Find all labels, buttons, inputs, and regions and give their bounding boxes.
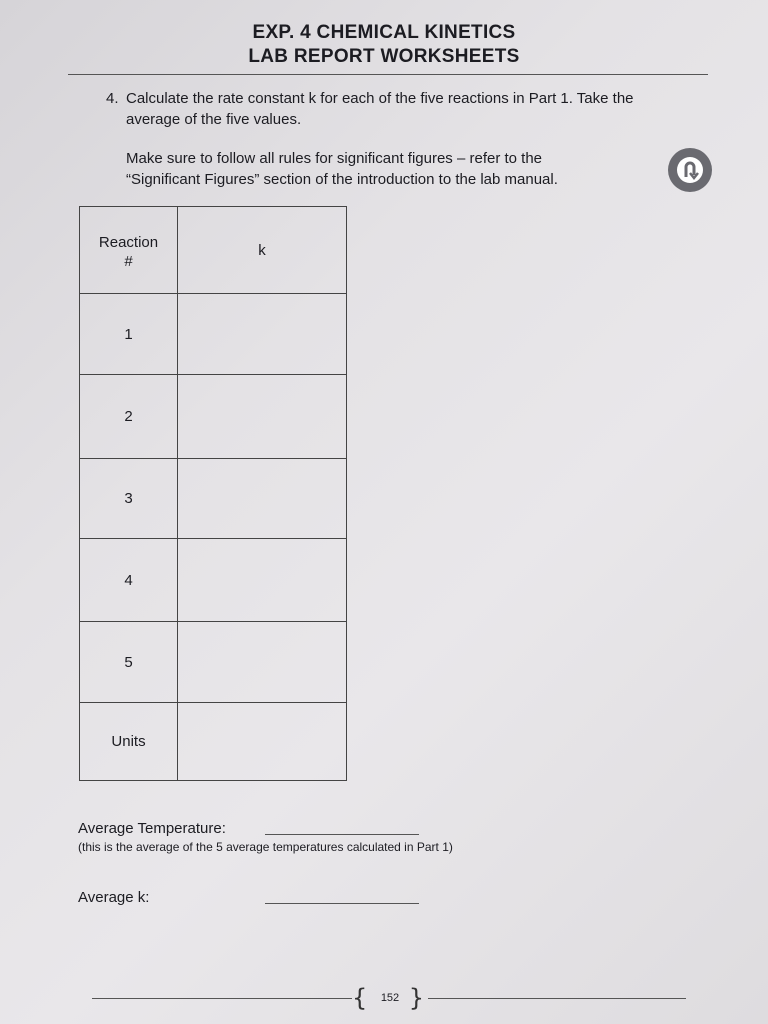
table-row xyxy=(80,459,347,539)
header-reaction-label: Reaction xyxy=(98,234,159,251)
header-k: k xyxy=(178,207,347,294)
right-brace-icon: } xyxy=(408,984,424,1012)
k-value-cell[interactable] xyxy=(178,539,347,622)
row-label: 5 xyxy=(80,622,178,703)
left-brace-icon: { xyxy=(352,984,368,1012)
instruction-text-line2: “Significant Figures” section of the introduction to the lab manual. xyxy=(126,171,558,188)
k-value-cell[interactable] xyxy=(178,375,347,459)
table-row xyxy=(80,375,347,459)
footer-rule-right xyxy=(428,998,686,999)
average-k-label: Average k: xyxy=(78,889,150,906)
footer-rule-left xyxy=(92,998,352,999)
row-label: 3 xyxy=(80,459,178,539)
average-k-blank[interactable] xyxy=(265,903,419,904)
row-label: 2 xyxy=(80,375,178,459)
header-reaction-number xyxy=(80,207,178,294)
table-row xyxy=(80,703,347,781)
rate-constant-table xyxy=(79,206,347,781)
average-temperature-label: Average Temperature: xyxy=(78,820,226,837)
row-label: 1 xyxy=(80,294,178,375)
k-value-cell[interactable] xyxy=(178,294,347,375)
average-temperature-note: (this is the average of the 5 average temperatures calculated in Part 1) xyxy=(78,840,453,854)
page-title-line2: LAB REPORT WORKSHEETS xyxy=(248,46,520,67)
average-temperature-blank[interactable] xyxy=(265,834,419,835)
page-number-badge xyxy=(350,985,430,1013)
table-row xyxy=(80,622,347,703)
units-value-cell[interactable] xyxy=(178,703,347,781)
k-value-cell[interactable] xyxy=(178,622,347,703)
table-row xyxy=(80,294,347,375)
question-text-line1: Calculate the rate constant k for each of the five reactions in Part 1. Take the xyxy=(126,90,634,107)
header-hash-label: # xyxy=(124,253,133,270)
row-label: 4 xyxy=(80,539,178,622)
instruction-text-line1: Make sure to follow all rules for significant figures – refer to the xyxy=(126,150,543,167)
page-title-line1: EXP. 4 CHEMICAL KINETICS xyxy=(252,22,516,43)
row-label-units: Units xyxy=(80,703,178,781)
table-row xyxy=(80,539,347,622)
page-number: 152 xyxy=(380,992,400,1004)
question-text-line2: average of the five values. xyxy=(126,111,302,128)
table-header-row xyxy=(80,207,347,294)
back-arrow-icon[interactable] xyxy=(668,148,712,192)
k-value-cell[interactable] xyxy=(178,459,347,539)
question-number: 4. xyxy=(106,90,119,107)
header-divider xyxy=(68,74,708,75)
